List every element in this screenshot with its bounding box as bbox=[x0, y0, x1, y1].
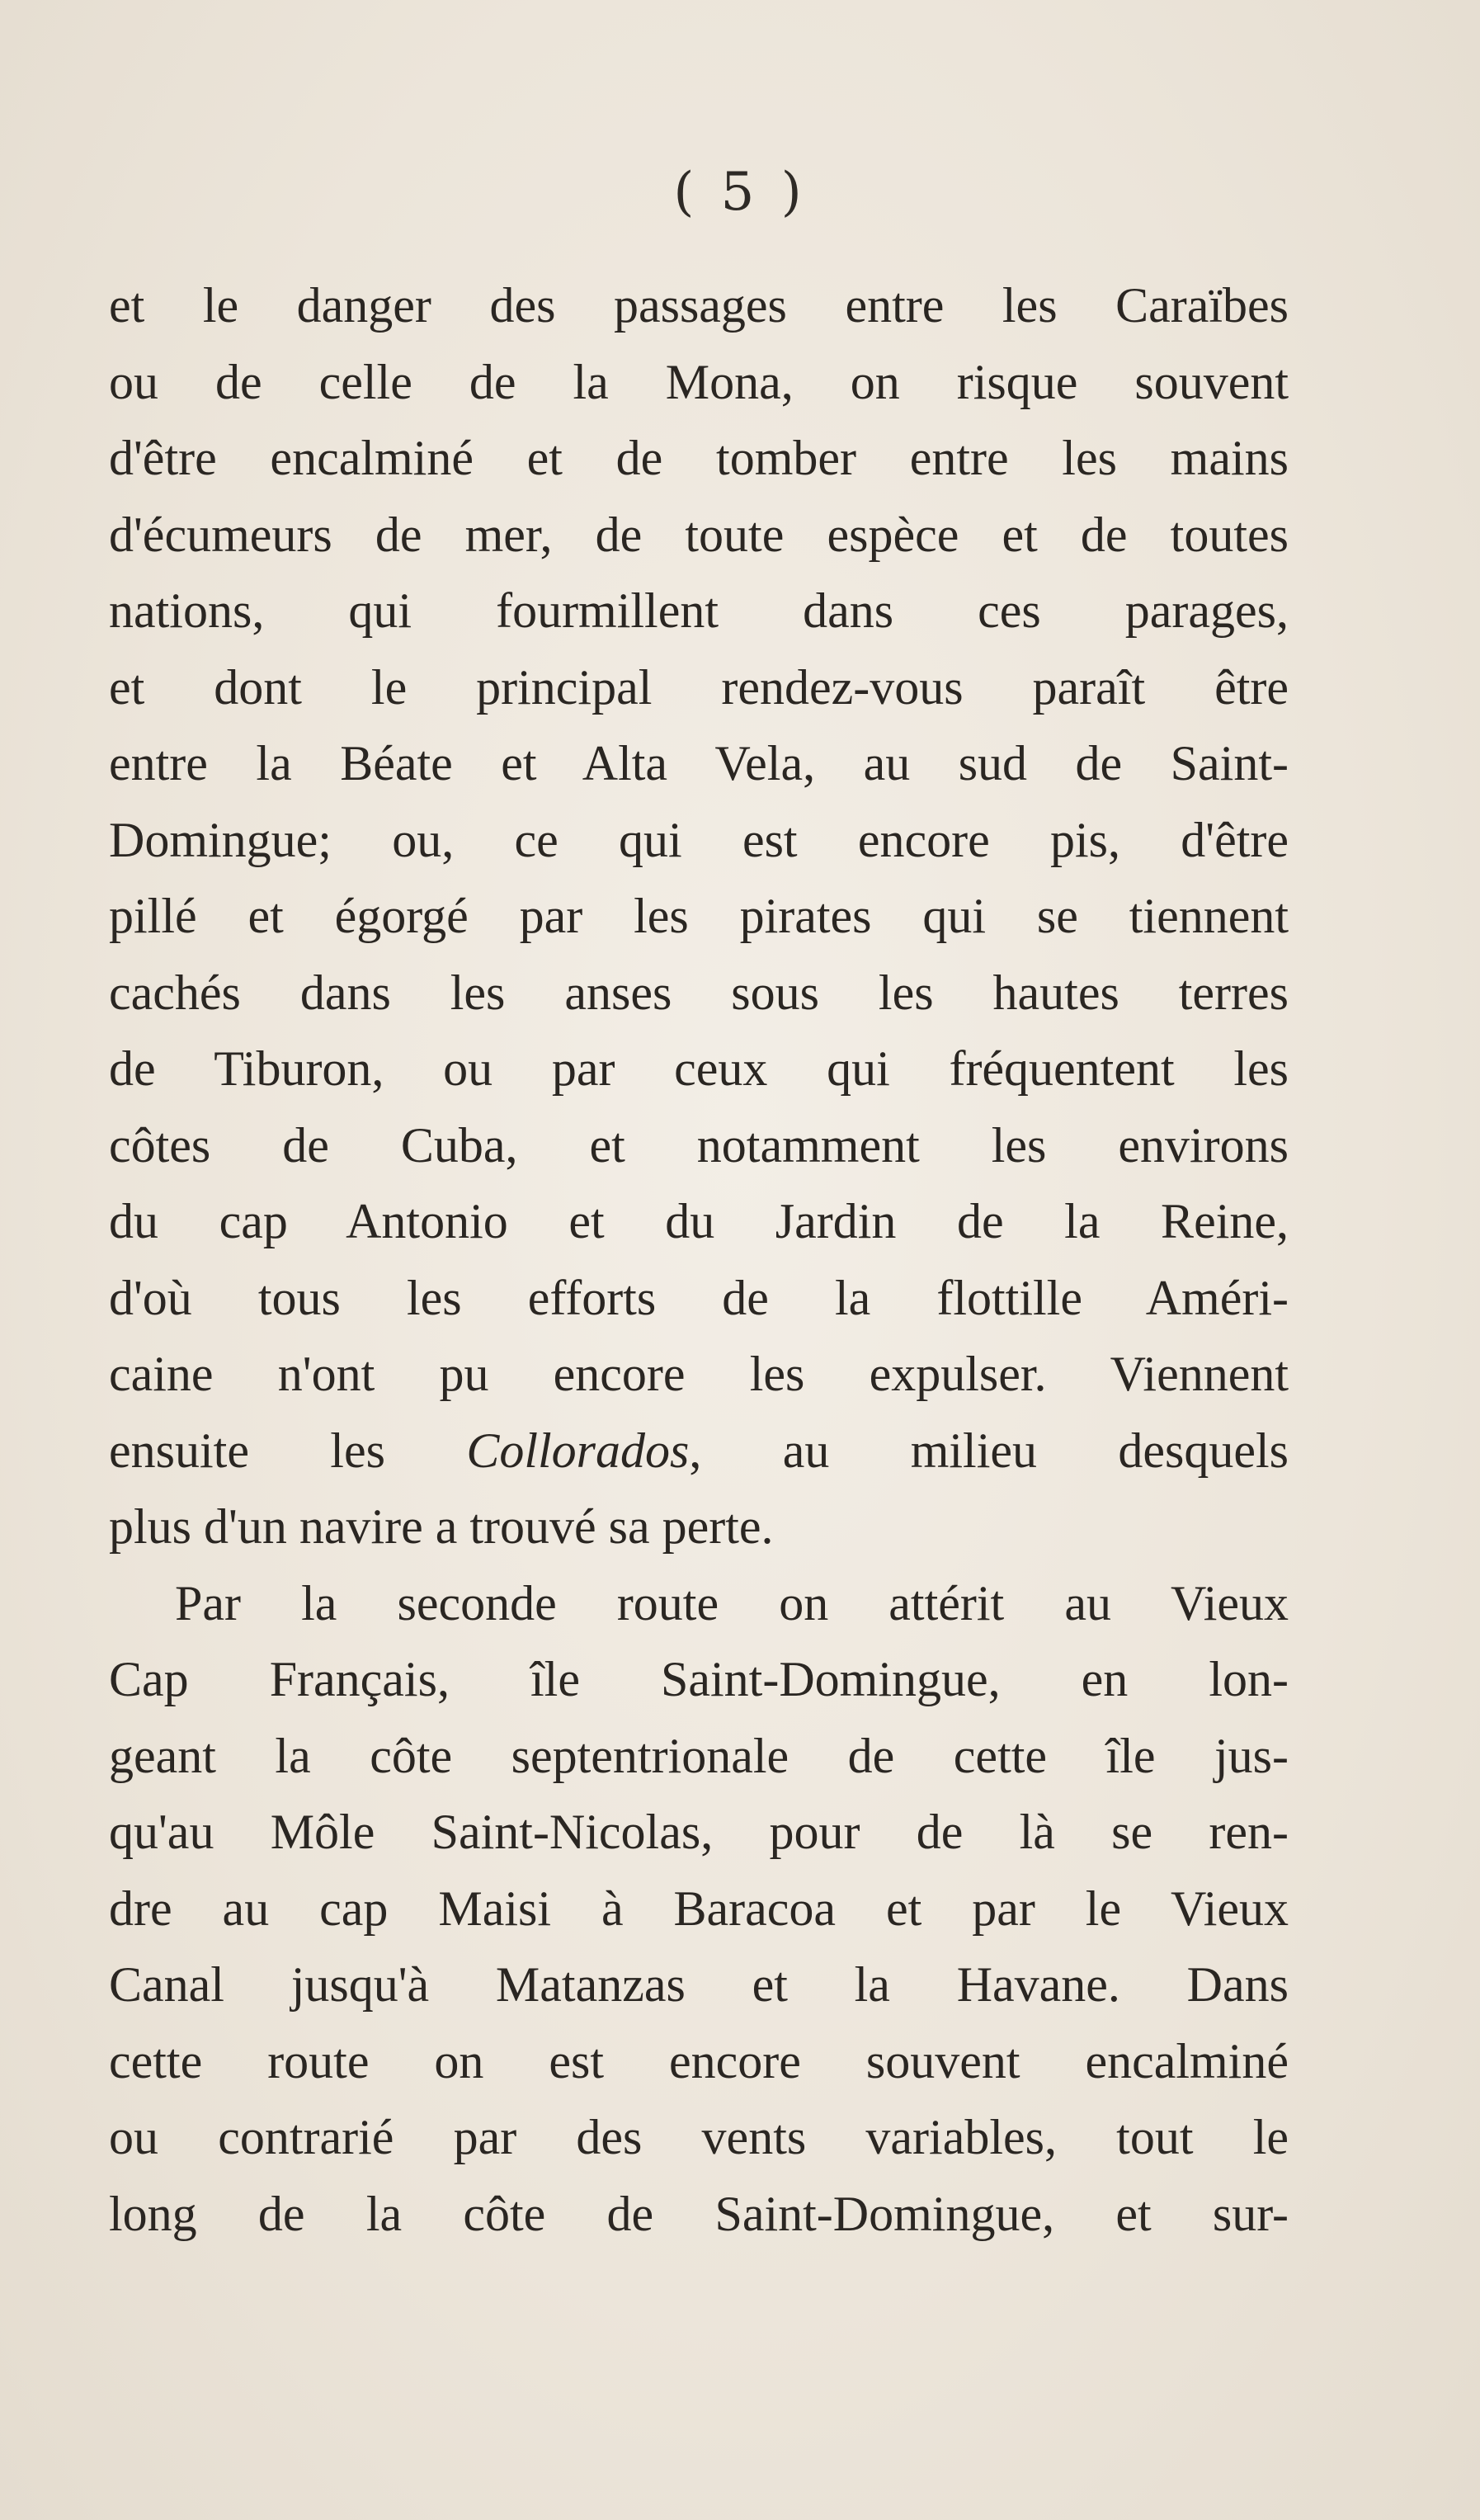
text-line-with-italic bbox=[109, 1413, 1289, 1489]
paragraph-1 bbox=[109, 267, 1289, 1565]
body-text bbox=[109, 267, 1289, 2252]
paragraph-2 bbox=[109, 1565, 1289, 2253]
text-line: et dont le principal rendez-vous paraît être bbox=[109, 659, 1289, 715]
text-line: pillé et égorgé par les pirates qui se tiennent bbox=[109, 889, 1289, 943]
text-line: d'écumeurs de mer, de toute espèce et de toutes bbox=[109, 507, 1289, 562]
text-line: Canal jusqu'à Matanzas et la Havane. Dans bbox=[109, 1957, 1289, 2012]
text-line: caine n'ont pu encore les expulser. Viennent bbox=[109, 1347, 1289, 1401]
text-line: cachés dans les anses sous les hautes terres bbox=[109, 965, 1289, 1020]
text-line: du cap Antonio et du Jardin de la Reine, bbox=[109, 1194, 1289, 1248]
text-line: dre au cap Maisi à Baracoa et par le Vieux bbox=[109, 1881, 1289, 1936]
text-line: cette route on est encore souvent encalminé bbox=[109, 2033, 1289, 2088]
text-line: Domingue; ou, ce qui est encore pis, d'être bbox=[109, 812, 1289, 867]
paragraph-last-line: plus d'un navire a trouvé sa perte. bbox=[109, 1499, 774, 1554]
line-end: , au milieu desquels bbox=[689, 1423, 1289, 1478]
text-line: d'être encalminé et de tomber entre les mains bbox=[109, 431, 1289, 485]
text-line: Cap Français, île Saint-Domingue, en lon- bbox=[109, 1652, 1289, 1706]
italic-term: Collorados bbox=[466, 1423, 690, 1478]
text-line: ou de celle de la Mona, on risque souvent bbox=[109, 354, 1289, 409]
text-line: nations, qui fourmillent dans ces parages, bbox=[109, 583, 1289, 638]
text-line: d'où tous les efforts de la flottille Améri- bbox=[109, 1270, 1289, 1325]
text-line: qu'au Môle Saint-Nicolas, pour de là se ren- bbox=[109, 1805, 1289, 1859]
text-line: et le danger des passages entre les Caraïbes bbox=[109, 278, 1289, 333]
text-line: long de la côte de Saint-Domingue, et sur- bbox=[109, 2186, 1289, 2241]
page-number: ( 5 ) bbox=[673, 162, 807, 223]
text-line: geant la côte septentrionale de cette île jus- bbox=[109, 1728, 1289, 1783]
text-line-indented: Par la seconde route on attérit au Vieux bbox=[175, 1575, 1289, 1630]
text-line: côtes de Cuba, et notamment les environs bbox=[109, 1117, 1289, 1173]
text-line: entre la Béate et Alta Vela, au sud de Saint- bbox=[109, 736, 1289, 790]
line-start: ensuite les bbox=[109, 1423, 467, 1478]
text-line: de Tiburon, ou par ceux qui fréquentent les bbox=[109, 1041, 1289, 1096]
text-line: ou contrarié par des vents variables, tout le bbox=[109, 2110, 1289, 2164]
